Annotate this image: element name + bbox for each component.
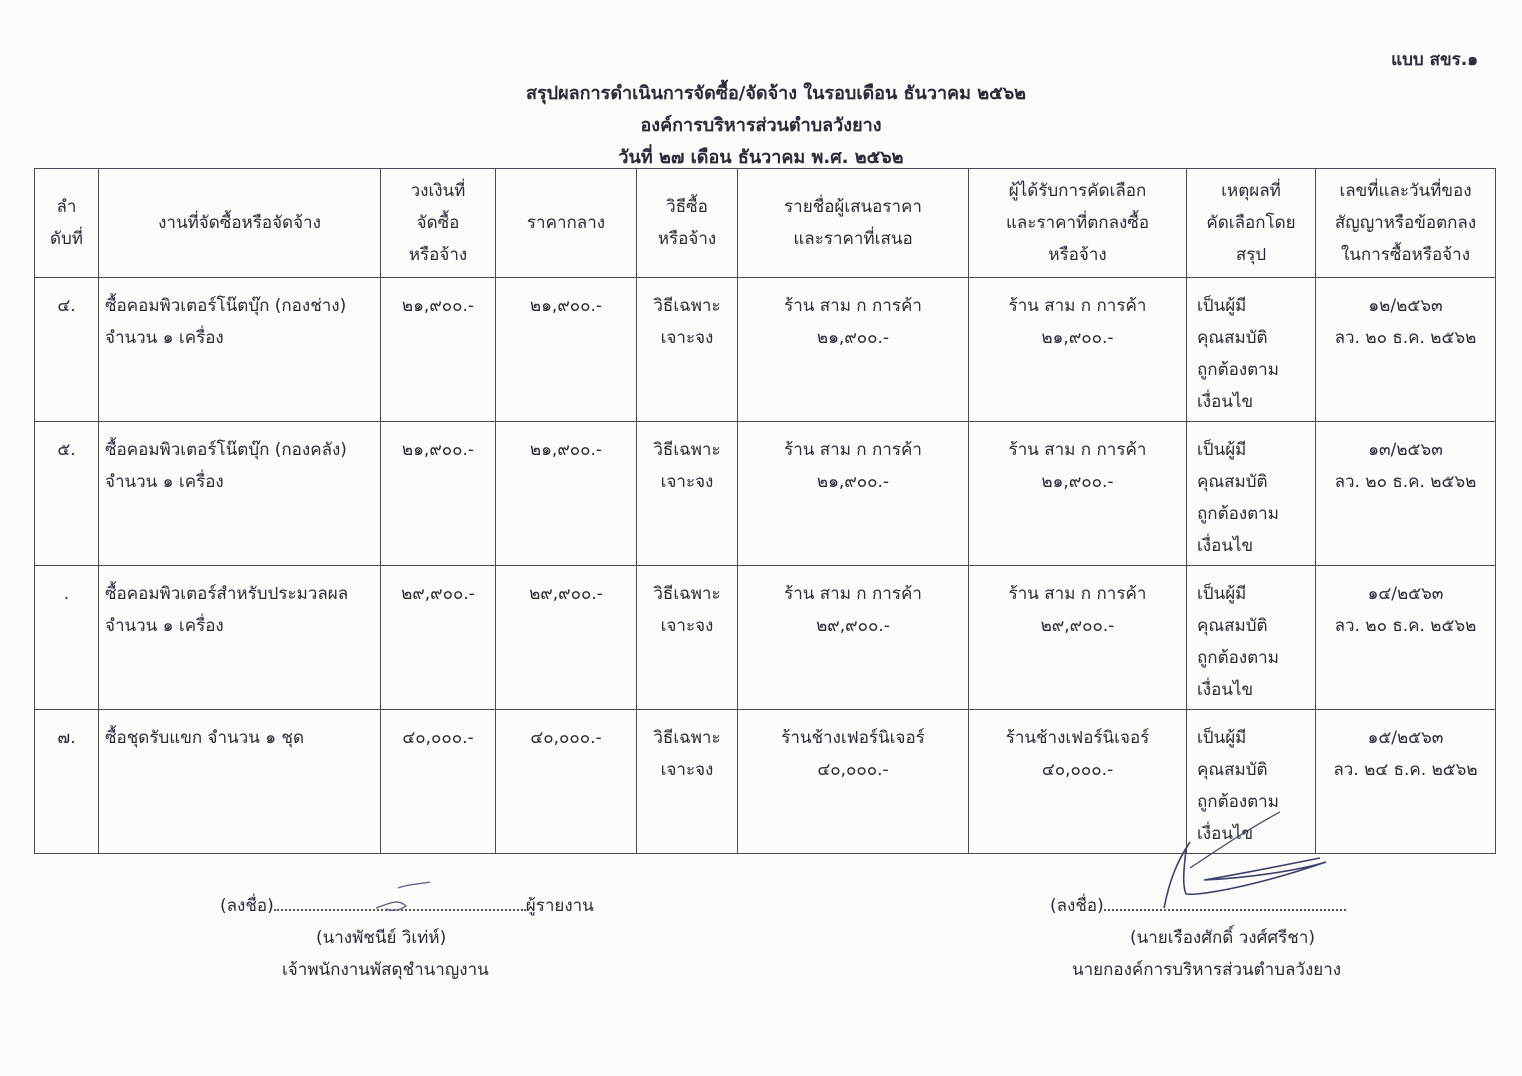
cell-reason-line: คุณสมบัติ xyxy=(1197,472,1268,492)
cell-contract-line: ลว. ๒๔ ธ.ค. ๒๕๖๒ xyxy=(1333,760,1478,780)
cell-bidders xyxy=(738,710,969,854)
table-row xyxy=(35,710,1496,854)
cell-bidders-line: ร้าน สาม ก การค้า xyxy=(784,440,922,460)
cell-method-line: วิธีเฉพาะ xyxy=(653,728,721,748)
reporter-role: ผู้รายงาน xyxy=(525,896,594,916)
header-text: หรือจ้าง xyxy=(657,229,717,249)
header-text: รายชื่อผู้เสนอราคา xyxy=(784,197,922,217)
cell-no: ๕. xyxy=(35,422,99,566)
header-text: ในการซื้อหรือจ้าง xyxy=(1341,245,1470,265)
cell-item-line: ซื้อคอมพิวเตอร์สำหรับประมวลผล xyxy=(105,584,349,604)
cell-median-price: ๒๑,๙๐๐.- xyxy=(496,278,637,422)
cell-median-price: ๔๐,๐๐๐.- xyxy=(496,710,637,854)
cell-selected-line: ๒๑,๙๐๐.- xyxy=(1041,328,1114,348)
cell-item-line: ซื้อคอมพิวเตอร์โน๊ตบุ๊ก (กองช่าง) xyxy=(105,296,347,316)
cell-budget: ๒๙,๙๐๐.- xyxy=(381,566,496,710)
cell-method xyxy=(637,278,738,422)
cell-selected xyxy=(969,422,1187,566)
cell-bidders-line: ร้าน สาม ก การค้า xyxy=(784,584,922,604)
header-text: จัดซื้อ xyxy=(416,213,460,233)
header-median-price xyxy=(496,169,637,278)
cell-selected-line: ๒๙,๙๐๐.- xyxy=(1040,616,1115,636)
cell-selected-line: ๒๑,๙๐๐.- xyxy=(1041,472,1114,492)
document-title: สรุปผลการดำเนินการจัดซื้อ/จัดจ้าง ในรอบเดือน ธันวาคม ๒๕๖๒ xyxy=(525,83,1027,104)
cell-method xyxy=(637,710,738,854)
header-text: หรือจ้าง xyxy=(1048,245,1107,265)
header-method xyxy=(637,169,738,278)
cell-bidders xyxy=(738,422,969,566)
approver-position: นายกองค์การบริหารส่วนตำบลวังยาง xyxy=(1072,960,1342,980)
cell-reason xyxy=(1187,422,1316,566)
cell-contract-line: ๑๒/๒๕๖๓ xyxy=(1368,296,1443,316)
cell-bidders xyxy=(738,278,969,422)
cell-method-line: วิธีเฉพาะ xyxy=(653,440,721,460)
cell-item xyxy=(99,710,381,854)
cell-selected xyxy=(969,566,1187,710)
cell-contract xyxy=(1316,566,1496,710)
cell-contract-line: ลว. ๒๐ ธ.ค. ๒๕๖๒ xyxy=(1334,472,1477,492)
cell-reason-line: คุณสมบัติ xyxy=(1197,616,1268,636)
header-text: สัญญาหรือข้อตกลง xyxy=(1334,213,1477,233)
cell-method-line: เจาะจง xyxy=(660,472,714,492)
cell-reason-line: เป็นผู้มี xyxy=(1197,440,1247,460)
reporter-position: เจ้าพนักงานพัสดุชำนาญงาน xyxy=(282,960,489,980)
cell-method-line: เจาะจง xyxy=(660,616,714,636)
cell-reason-line: คุณสมบัติ xyxy=(1197,328,1268,348)
cell-bidders-line: ร้าน สาม ก การค้า xyxy=(784,296,922,316)
header-text: เลขที่และวันที่ของ xyxy=(1339,181,1472,201)
cell-contract-line: ลว. ๒๐ ธ.ค. ๒๕๖๒ xyxy=(1334,616,1477,636)
table-row xyxy=(35,566,1496,710)
cell-item-line: ซื้อชุดรับแขก จำนวน ๑ ชุด xyxy=(105,728,304,748)
header-no xyxy=(35,169,99,278)
cell-reason xyxy=(1187,566,1316,710)
header-text: ดับที่ xyxy=(49,229,84,249)
cell-bidders-line: ร้านช้างเฟอร์นิเจอร์ xyxy=(781,728,925,748)
approver-name: (นายเรืองศักดิ์ วงศ์ศรีชา) xyxy=(1130,928,1316,948)
header-text: เหตุผลที่ xyxy=(1221,181,1281,201)
cell-no: . xyxy=(35,566,99,710)
cell-reason-line: เป็นผู้มี xyxy=(1197,728,1247,748)
approver-signature-block xyxy=(1050,890,1346,986)
cell-selected-line: ร้าน สาม ก การค้า xyxy=(1008,296,1147,316)
cell-reason-line: เงื่อนไข xyxy=(1197,392,1254,412)
cell-method xyxy=(637,566,738,710)
cell-bidders-line: ๒๑,๙๐๐.- xyxy=(816,328,890,348)
cell-reason-line: ถูกต้องตาม xyxy=(1197,648,1279,668)
cell-selected-line: ร้านช้างเฟอร์นิเจอร์ xyxy=(1005,728,1150,748)
cell-reason-line: ถูกต้องตาม xyxy=(1197,792,1279,812)
cell-contract xyxy=(1316,278,1496,422)
cell-reason-line: ถูกต้องตาม xyxy=(1197,360,1279,380)
header-text: วิธีซื้อ xyxy=(666,197,708,217)
header-text: คัดเลือกโดย xyxy=(1206,213,1296,233)
header-bidders xyxy=(738,169,969,278)
cell-reason-line: ถูกต้องตาม xyxy=(1197,504,1279,524)
organization-name: องค์การบริหารส่วนตำบลวังยาง xyxy=(640,115,882,136)
reporter-signature-block xyxy=(220,890,594,986)
header-text: งานที่จัดซื้อหรือจัดจ้าง xyxy=(158,213,321,233)
cell-item-line: จำนวน ๑ เครื่อง xyxy=(105,616,224,636)
cell-method-line: เจาะจง xyxy=(660,760,714,780)
cell-item xyxy=(99,566,381,710)
cell-reason-line: เป็นผู้มี xyxy=(1197,296,1247,316)
header-text: สรุป xyxy=(1235,245,1267,265)
header-text: วงเงินที่ xyxy=(410,181,466,201)
cell-reason-line: เงื่อนไข xyxy=(1197,536,1254,556)
cell-reason-line: เงื่อนไข xyxy=(1197,680,1254,700)
cell-reason-line: เงื่อนไข xyxy=(1197,824,1254,844)
header-text: และราคาที่เสนอ xyxy=(793,229,913,249)
cell-selected-line: ๔๐,๐๐๐.- xyxy=(1041,760,1114,780)
cell-selected-line: ร้าน สาม ก การค้า xyxy=(1008,584,1147,604)
cell-method-line: วิธีเฉพาะ xyxy=(653,584,721,604)
cell-bidders xyxy=(738,566,969,710)
header-item xyxy=(99,169,381,278)
cell-reason xyxy=(1187,278,1316,422)
cell-median-price: ๒๙,๙๐๐.- xyxy=(496,566,637,710)
cell-no: ๔. xyxy=(35,278,99,422)
sign-prefix: (ลงชื่อ) xyxy=(1050,896,1104,916)
cell-reason-line: คุณสมบัติ xyxy=(1197,760,1268,780)
sign-prefix: (ลงชื่อ) xyxy=(220,896,274,916)
reporter-name: (นางพัชนีย์ วิเท่ห์) xyxy=(316,928,447,948)
cell-method-line: วิธีเฉพาะ xyxy=(653,296,721,316)
header-selected xyxy=(969,169,1187,278)
signature-line xyxy=(274,895,526,911)
table-row xyxy=(35,278,1496,422)
document-date: วันที่ ๒๗ เดือน ธันวาคม พ.ศ. ๒๕๖๒ xyxy=(618,147,904,168)
cell-reason-line: เป็นผู้มี xyxy=(1197,584,1247,604)
cell-no: ๗. xyxy=(35,710,99,854)
cell-item-line: ซื้อคอมพิวเตอร์โน๊ตบุ๊ก (กองคลัง) xyxy=(105,440,347,460)
cell-bidders-line: ๒๙,๙๐๐.- xyxy=(816,616,890,636)
cell-method-line: เจาะจง xyxy=(660,328,714,348)
form-code: แบบ สขร.๑ xyxy=(1391,50,1478,70)
cell-contract-line: ๑๕/๒๕๖๓ xyxy=(1367,728,1444,748)
cell-contract xyxy=(1316,710,1496,854)
cell-contract-line: ๑๓/๒๕๖๓ xyxy=(1368,440,1443,460)
cell-contract-line: ลว. ๒๐ ธ.ค. ๒๕๖๒ xyxy=(1334,328,1477,348)
cell-budget: ๒๑,๙๐๐.- xyxy=(381,278,496,422)
header-text: ราคากลาง xyxy=(526,213,606,233)
cell-contract-line: ๑๔/๒๕๖๓ xyxy=(1367,584,1444,604)
cell-reason xyxy=(1187,710,1316,854)
cell-item xyxy=(99,422,381,566)
cell-selected-line: ร้าน สาม ก การค้า xyxy=(1008,440,1147,460)
cell-bidders-line: ๒๑,๙๐๐.- xyxy=(816,472,890,492)
cell-median-price: ๒๑,๙๐๐.- xyxy=(496,422,637,566)
header-text: หรือจ้าง xyxy=(408,245,468,265)
cell-item-line: จำนวน ๑ เครื่อง xyxy=(105,472,224,492)
table-body xyxy=(35,278,1496,854)
cell-selected xyxy=(969,278,1187,422)
header-text: ผู้ได้รับการคัดเลือก xyxy=(1008,181,1147,201)
cell-bidders-line: ๔๐,๐๐๐.- xyxy=(817,760,889,780)
signature-line xyxy=(1104,895,1346,911)
table-row xyxy=(35,422,1496,566)
cell-item-line: จำนวน ๑ เครื่อง xyxy=(105,328,224,348)
cell-budget: ๒๑,๙๐๐.- xyxy=(381,422,496,566)
header-text: และราคาที่ตกลงซื้อ xyxy=(1005,213,1150,233)
cell-method xyxy=(637,422,738,566)
table-header-row xyxy=(35,169,1496,278)
cell-budget: ๔๐,๐๐๐.- xyxy=(381,710,496,854)
procurement-table xyxy=(34,168,1496,854)
cell-selected xyxy=(969,710,1187,854)
header-text: ลำ xyxy=(56,197,77,217)
header-contract xyxy=(1316,169,1496,278)
cell-contract xyxy=(1316,422,1496,566)
cell-item xyxy=(99,278,381,422)
header-reason xyxy=(1187,169,1316,278)
header-budget xyxy=(381,169,496,278)
